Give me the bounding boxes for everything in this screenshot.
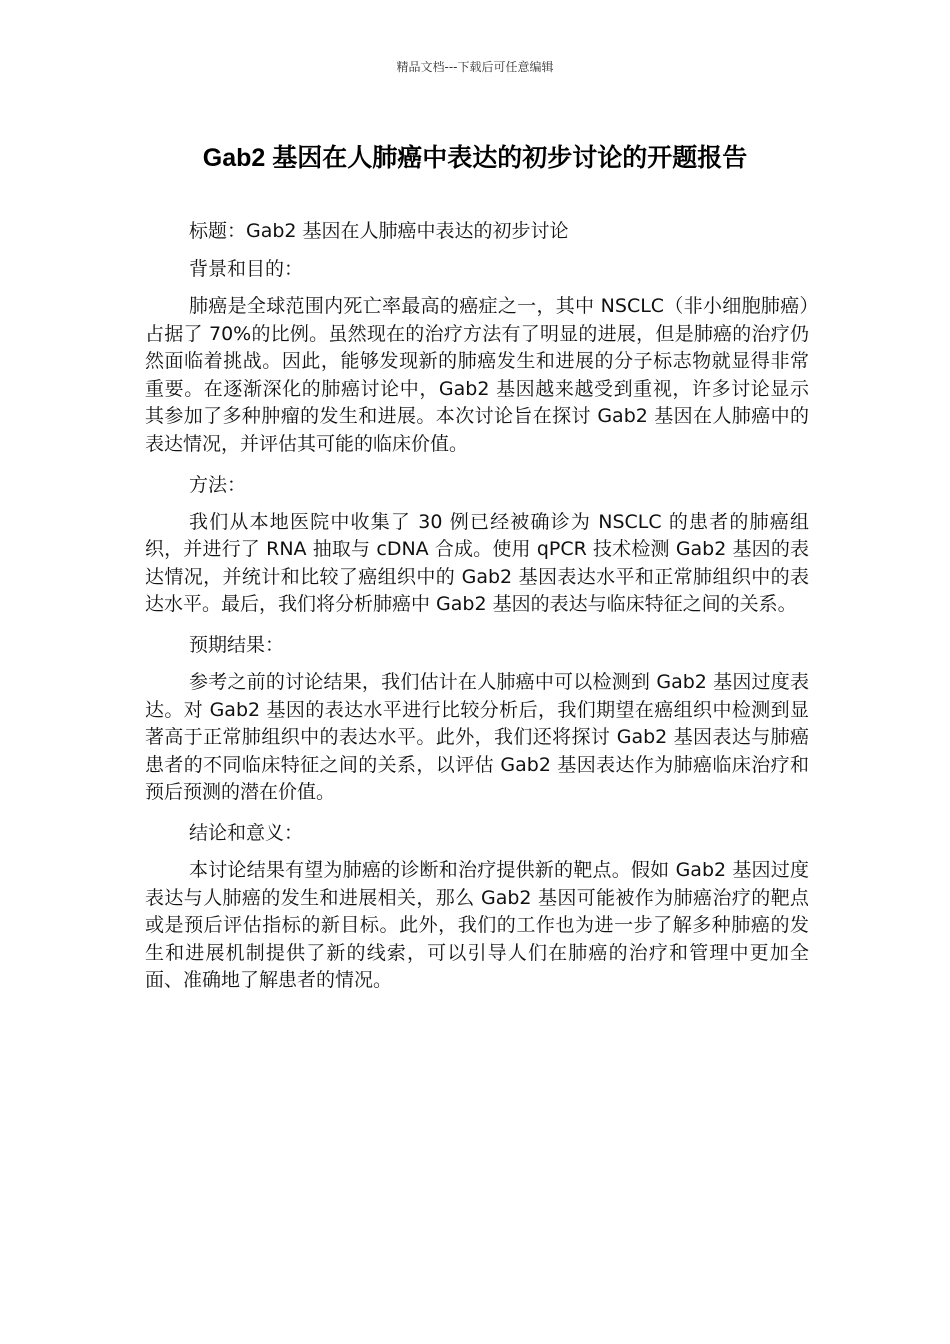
subject-line: 标题：Gab2 基因在人肺癌中表达的初步讨论 bbox=[189, 220, 569, 242]
expected-results-paragraph: 参考之前的讨论结果，我们估计在人肺癌中可以检测到 Gab2 基因过度表达。对 Gab2 基因的表达水平进行比较分析后，我们期望在癌组织中检测到显著高于正常肺组织中的表达水平。此外，我们还将探讨 Gab2 基因表达与肺癌患者的不同临床特征之间的关系，以评估 Gab2 基因表达作为肺癌临床治疗和预后预测的潜在价值。 bbox=[145, 670, 809, 804]
conclusion-heading: 结论和意义： bbox=[189, 821, 304, 844]
conclusion-paragraph: 本讨论结果有望为肺癌的诊断和治疗提供新的靶点。假如 Gab2 基因过度表达与人肺癌的发生和进展相关，那么 Gab2 基因可能被作为肺癌治疗的靶点或是预后评估指标的新目标。此外，我们的工作也为进一步了解多种肺癌的发生和进展机制提供了新的线索，可以引导人们在肺癌的治疗和管理中更加全面、准确地了解患者的情况。 bbox=[145, 858, 809, 992]
background-heading: 背景和目的： bbox=[189, 258, 304, 280]
document-body bbox=[145, 217, 809, 1007]
expected-results-heading: 预期结果： bbox=[189, 633, 285, 656]
methods-heading: 方法： bbox=[189, 473, 247, 496]
document-title: Gab2 基因在人肺癌中表达的初步讨论的开题报告 bbox=[202, 144, 748, 172]
header-note: 精品文档---下载后可任意编辑 bbox=[396, 60, 554, 74]
background-paragraph: 肺癌是全球范围内死亡率最高的癌症之一，其中 NSCLC（非小细胞肺癌）占据了 70%的比例。虽然现在的治疗方法有了明显的进展，但是肺癌的治疗仍然面临着挑战。因此，能够发现新的肺癌发生和进展的分子标志物就显得非常重要。在逐渐深化的肺癌讨论中，Gab2 基因越来越受到重视，许多讨论显示其参加了多种肿瘤的发生和进展。本次讨论旨在探讨 Gab2 基因在人肺癌中的表达情况，并评估其可能的临床价值。 bbox=[145, 295, 809, 455]
methods-paragraph: 我们从本地医院中收集了 30 例已经被确诊为 NSCLC 的患者的肺癌组织，并进行了 RNA 抽取与 cDNA 合成。使用 qPCR 技术检测 Gab2 基因的表达情况，并统计和比较了癌组织中的 Gab2 基因表达水平和正常肺组织中的表达水平。最后，我们将分析肺癌中 Gab2 基因的表达与临床特征之间的关系。 bbox=[145, 510, 809, 616]
